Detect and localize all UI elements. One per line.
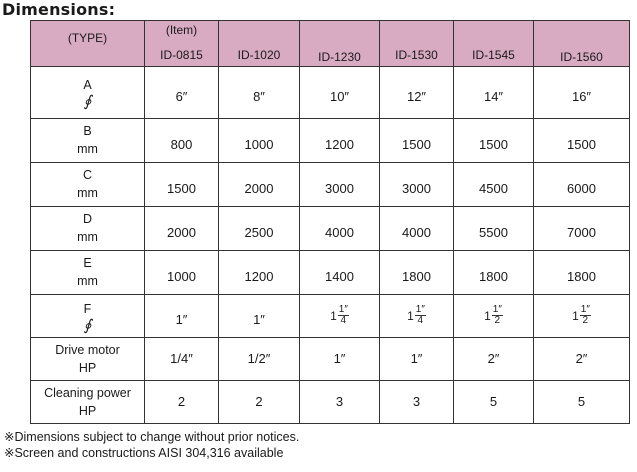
table-cell: 5 <box>534 380 630 423</box>
row-label: E mm <box>31 250 145 294</box>
table-cell: 1″ <box>219 294 300 337</box>
table-cell: 3000 <box>300 162 380 206</box>
table-cell: 2000 <box>219 162 300 206</box>
section-title: Dimensions: <box>2 0 116 19</box>
table-cell <box>534 294 630 337</box>
table-cell: 2000 <box>145 206 219 250</box>
table-cell <box>454 294 534 337</box>
table-cell: 1000 <box>145 250 219 294</box>
model-name: ID-1545 <box>472 48 515 63</box>
table-cell: 1/4″ <box>145 337 219 380</box>
table-cell: 1000 <box>219 118 300 162</box>
table-row <box>31 294 630 337</box>
table-cell: 1800 <box>454 250 534 294</box>
table-cell: 1″ <box>145 294 219 337</box>
diameter-symbol: ∮ <box>83 92 92 111</box>
table-cell: 4000 <box>380 206 454 250</box>
model-name: ID-0815 <box>160 48 203 63</box>
table-cell: 1800 <box>534 250 630 294</box>
model-name: ID-1560 <box>560 50 603 65</box>
table-cell: 4500 <box>454 162 534 206</box>
table-row <box>31 337 630 380</box>
row-label: F ∮ <box>31 294 145 337</box>
row-label: D mm <box>31 206 145 250</box>
table-cell: 2500 <box>219 206 300 250</box>
table-cell: 5 <box>454 380 534 423</box>
table-row <box>31 67 630 119</box>
model-header <box>534 21 630 67</box>
mixed-fraction: 1 $\frac{1''}{2}$ <box>484 304 502 327</box>
table-cell: 3 <box>380 380 454 423</box>
table-row <box>31 118 630 162</box>
mixed-fraction: 1 $\frac{1''}{4}$ <box>330 304 348 327</box>
table-cell: 6000 <box>534 162 630 206</box>
table-cell: 1500 <box>534 118 630 162</box>
table-cell <box>380 294 454 337</box>
footnote: ※Dimensions subject to change without prior notices. <box>4 430 300 444</box>
row-label: C mm <box>31 162 145 206</box>
table-cell: 10″ <box>300 67 380 119</box>
model-header <box>219 21 300 67</box>
table-cell: 5500 <box>454 206 534 250</box>
footnote: ※Screen and constructions AISI 304,316 available <box>4 446 284 460</box>
table-cell: 1500 <box>380 118 454 162</box>
table-cell: 1200 <box>219 250 300 294</box>
row-label: A ∮ <box>31 67 145 119</box>
table-row <box>31 380 630 423</box>
table-cell: 12″ <box>380 67 454 119</box>
model-header <box>380 21 454 67</box>
footnotes <box>4 429 299 461</box>
table-cell: 1/2″ <box>219 337 300 380</box>
table-cell: 2 <box>219 380 300 423</box>
table-cell: 14″ <box>454 67 534 119</box>
table-row <box>31 206 630 250</box>
model-name: ID-1530 <box>395 48 438 63</box>
table-cell: 1800 <box>380 250 454 294</box>
table-cell: 16″ <box>534 67 630 119</box>
table-row <box>31 162 630 206</box>
diameter-symbol: ∮ <box>83 315 92 334</box>
mixed-fraction: 1 $\frac{1''}{4}$ <box>407 304 425 327</box>
table-cell: 3000 <box>380 162 454 206</box>
model-header <box>454 21 534 67</box>
table-cell: 1500 <box>145 162 219 206</box>
table-cell: 4000 <box>300 206 380 250</box>
type-header: (TYPE) <box>31 21 145 67</box>
table-cell: 7000 <box>534 206 630 250</box>
model-name: ID-1020 <box>237 48 281 63</box>
table-cell: 8″ <box>219 67 300 119</box>
table-cell: 800 <box>145 118 219 162</box>
table-cell: 2″ <box>454 337 534 380</box>
model-header <box>145 21 219 67</box>
table-cell: 1″ <box>300 337 380 380</box>
model-header <box>300 21 380 67</box>
table-cell: 1400 <box>300 250 380 294</box>
item-label: (Item) <box>165 23 198 37</box>
table-cell: 2″ <box>534 337 630 380</box>
row-label: Drive motor HP <box>31 337 145 380</box>
table-row <box>31 250 630 294</box>
table-cell <box>300 294 380 337</box>
row-label: B mm <box>31 118 145 162</box>
header-row <box>31 21 630 67</box>
table-cell: 2 <box>145 380 219 423</box>
table-cell: 1500 <box>454 118 534 162</box>
table-cell: 3 <box>300 380 380 423</box>
dimensions-table <box>30 20 630 424</box>
table-cell: 6″ <box>145 67 219 119</box>
table-cell: 1″ <box>380 337 454 380</box>
mixed-fraction: 1 $\frac{1''}{2}$ <box>572 304 590 327</box>
table-cell: 1200 <box>300 118 380 162</box>
model-name: ID-1230 <box>318 50 361 65</box>
row-label: Cleaning power HP <box>31 380 145 423</box>
